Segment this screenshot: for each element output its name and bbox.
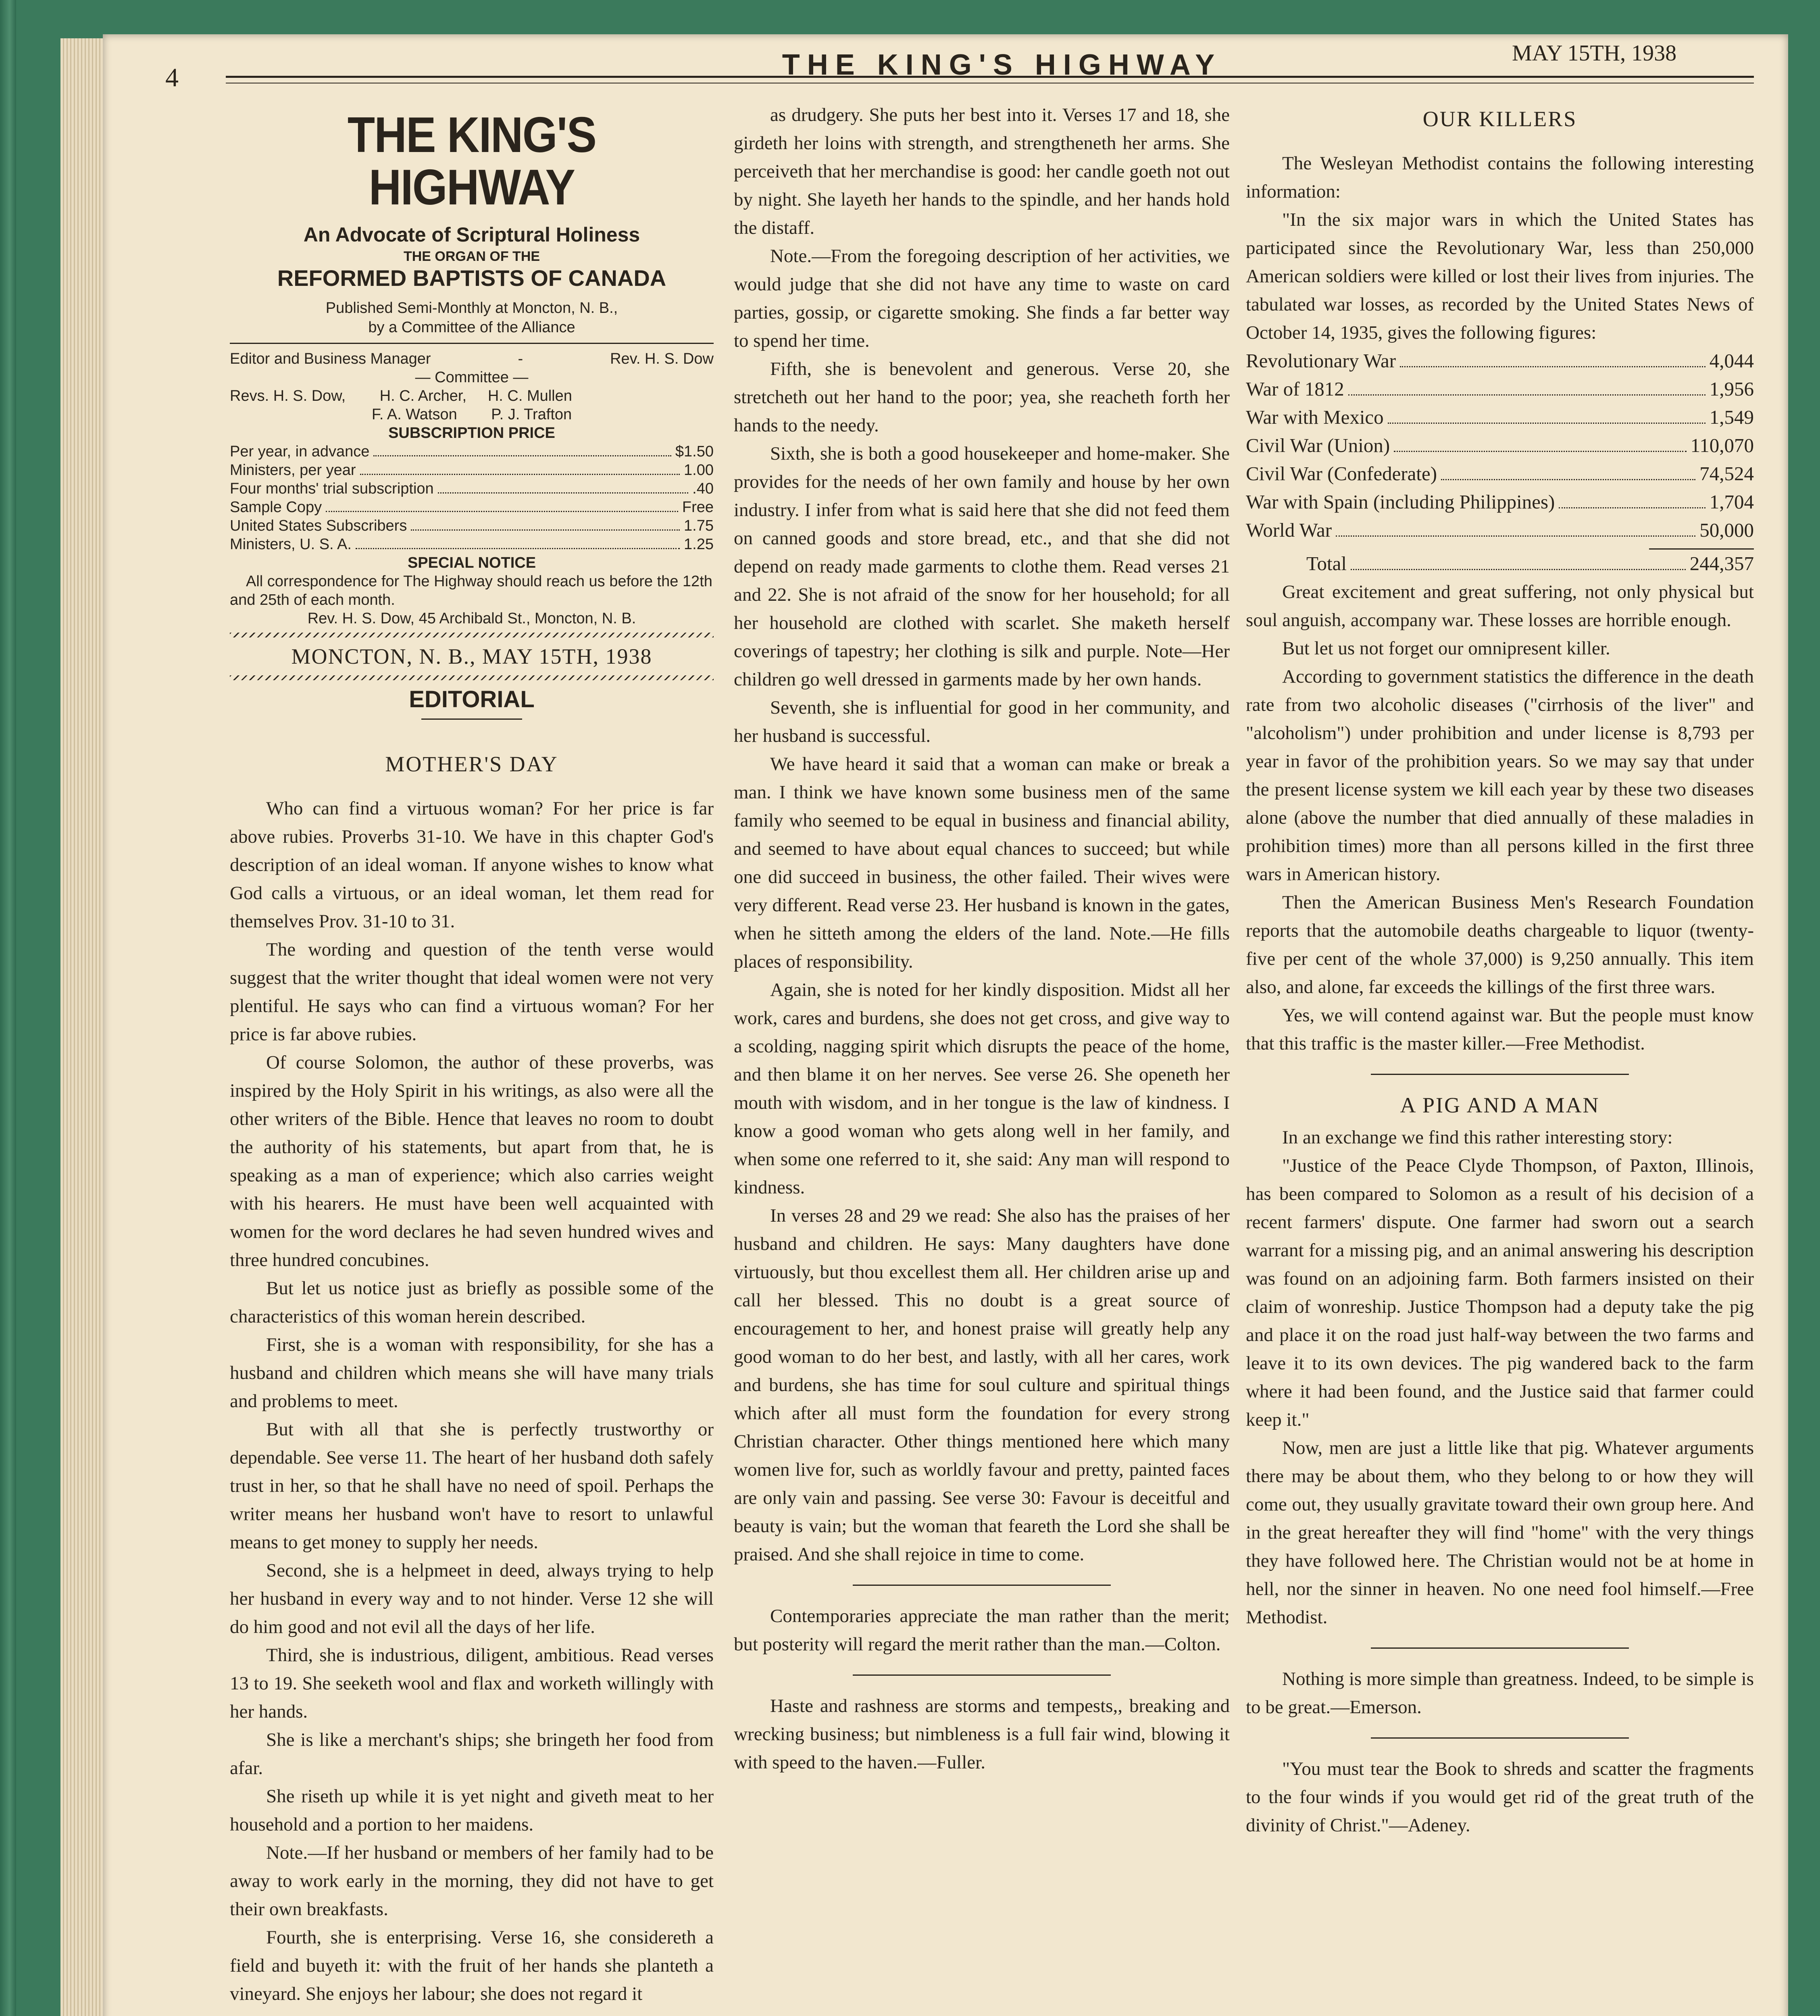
war-row-label: World War [1246, 519, 1332, 541]
killers-body [1246, 578, 1754, 1058]
paragraph: Third, she is industrious, diligent, ambitious. Read verses 13 to 19. She seeketh wool and flax and worketh willingly with her hands. [230, 1645, 714, 1722]
paragraph: The Wesleyan Methodist contains the following interesting information: [1246, 153, 1754, 202]
war-row [1246, 431, 1754, 460]
wavy-rule-top [230, 633, 714, 637]
committee-line-2: F. A. Watson P. J. Trafton [371, 406, 572, 423]
price-row-value: 1.25 [684, 536, 714, 553]
paragraph: But with all that she is perfectly trustworthy or dependable. See verse 11. The heart of her husband doth safely trust in her, so that he shall have no need of spoil. Perhaps the writer means her husband won't have to resort to unlawful means to get money to supply her needs. [230, 1419, 714, 1553]
editor-label: Editor and Business Manager [230, 350, 431, 367]
notice-address: Rev. H. S. Dow, 45 Archibald St., Moncton, N. B. [307, 610, 636, 627]
separator-rule [1371, 1737, 1629, 1739]
price-row [230, 479, 714, 498]
paragraph: Who can find a virtuous woman? For her price is far above rubies. Proverbs 31-10. We have in this chapter God's description of an ideal woman. If anyone wishes to know what God calls a virtuous, or an ideal woman, let them read for themselves Prov. 31-10 to 31. [230, 798, 714, 932]
paragraph: We have heard it said that a woman can make or break a man. I think we have known some business men of the same family who seemed to be equal in business and financial ability, and seemed to have about equal chances to succeed; but while one did succeed in business, the other failed. Their wives were very different. Read verse 23. Her husband is known in the gates, when he sitteth among the elders of the land. Note.—He fills places of responsibility. [734, 754, 1230, 972]
paragraph: Note.—From the foregoing description of her activities, we would judge that she did not have any time to waste on card parties, gossip, or cigarette smoking. She finds a far better way to spend her time. [734, 246, 1230, 351]
price-list [230, 442, 714, 554]
column-3 [1246, 101, 1754, 1839]
leader-dots [326, 511, 678, 512]
leader-dots [356, 548, 680, 549]
war-losses-table [1246, 347, 1754, 544]
masthead-church: REFORMED BAPTISTS OF CANADA [277, 265, 666, 291]
price-row-label: Per year, in advance [230, 443, 370, 460]
leader-dots [360, 474, 680, 475]
quote-paragraph: Nothing is more simple than greatness. Indeed, to be simple is to be great.—Emerson. [1246, 1668, 1754, 1718]
filler-fuller [734, 1692, 1230, 1776]
separator-rule [853, 1585, 1111, 1586]
paragraph: But let us not forget our omnipresent killer. [1282, 638, 1610, 659]
leader-dots [438, 492, 689, 494]
filler-colton [734, 1602, 1230, 1658]
war-row-value: 50,000 [1699, 519, 1754, 541]
wavy-rule-bottom [230, 675, 714, 680]
mothers-day-part-1 [230, 794, 714, 2008]
paragraph: The wording and question of the tenth verse would suggest that the writer thought that ideal women were not very plentiful. He says who can find a virtuous woman? For her price is far above rubies. [230, 939, 714, 1045]
price-row-value: 1.00 [684, 462, 714, 479]
price-row [230, 461, 714, 479]
war-row [1246, 488, 1754, 516]
editor-name: Rev. H. S. Dow [610, 350, 714, 367]
paragraph: Great excitement and great suffering, not only physical but soul anguish, accompany war. These losses are horrible enough. [1246, 581, 1754, 631]
section-rule [421, 719, 522, 720]
leader-dots [1559, 507, 1705, 508]
price-row-value: $1.50 [675, 443, 714, 460]
total-value: 244,357 [1689, 552, 1754, 575]
war-row-label: War with Spain (including Philippines) [1246, 491, 1555, 513]
running-title: THE KING'S HIGHWAY [782, 49, 1222, 81]
mothers-day-part-2 [734, 101, 1230, 1568]
war-row-value: 74,524 [1699, 462, 1754, 485]
article-title-mothers-day: MOTHER'S DAY [385, 752, 558, 776]
leader-dots [1400, 366, 1705, 367]
paragraph: But let us notice just as briefly as possible some of the characteristics of this woman herein described. [230, 1278, 714, 1327]
subscription-heading: SUBSCRIPTION PRICE [388, 425, 555, 442]
article-title-our-killers: OUR KILLERS [1422, 107, 1577, 131]
leader-dots [1388, 423, 1705, 424]
page-number: 4 [165, 63, 179, 92]
separator-rule [1371, 1074, 1629, 1075]
paragraph: Then the American Business Men's Research Foundation reports that the automobile deaths chargeable to liquor (twenty-five per cent of the whole 37,000) is 9,250 annually. This item also, and alone, far exceeds the killings of the first three wars. [1246, 892, 1754, 998]
paragraph: In an exchange we find this rather interesting story: [1282, 1127, 1673, 1148]
quote-paragraph: "You must tear the Book to shreds and scatter the fragments to the four winds if you would get rid of the great truth of the divinity of Christ."—Adeney. [1246, 1758, 1754, 1836]
war-row-value: 4,044 [1709, 350, 1754, 372]
total-row [1246, 550, 1754, 578]
committee-label: — Committee — [415, 369, 529, 386]
filler-emerson [1246, 1665, 1754, 1721]
paragraph: First, she is a woman with responsibility, for she has a husband and children which means she will have many trials and problems to meet. [230, 1334, 714, 1412]
paragraph: Sixth, she is both a good housekeeper and home-maker. She provides for the needs of her own family and house by her own industry. I infer from what is said here that she did not feed them on canned goods and store bread, etc., and that she did not depend on ready made garments to clothe them. Read verses 21 and 22. She is not afraid of the snow for her household; for all her household are clothed with scarlet. She maketh herself coverings of tapestry; her clothing is silk and purple. Note—Her children go well dressed in garments made by her own hands. [734, 443, 1230, 690]
paragraph: Note.—If her husband or members of her family had to be away to work early in the morning, they did not have to get their own breakfasts. [230, 1842, 714, 1920]
price-row-value: Free [682, 499, 714, 516]
masthead [230, 109, 714, 725]
leader-dots [373, 455, 671, 456]
price-row [230, 535, 714, 554]
masthead-title: THE KING'S HIGHWAY [347, 107, 596, 215]
leader-dots [411, 529, 680, 531]
paragraph: Fourth, she is enterprising. Verse 16, she considereth a field and buyeth it: with the fruit of her hands she planteth a vineyard. She enjoys her labour; she does not regard it [230, 1927, 714, 2004]
killers-intro [1246, 149, 1754, 347]
paragraph: Fifth, she is benevolent and generous. Verse 20, she stretcheth out her hand to the poor; yea, she reacheth forth her hands to the needy. [734, 358, 1230, 436]
book-binding [0, 0, 16, 2016]
editor-row [230, 350, 714, 368]
war-row-label: War with Mexico [1246, 406, 1384, 428]
war-row-value: 110,070 [1690, 434, 1754, 456]
paragraph: Of course Solomon, the author of these proverbs, was inspired by the Holy Spirit in his writings, as also were all the other writers of the Bible. Hence that leaves no room to doubt the authority of his statements, but apart from that, he is speaking as a man of experience; which also carries weight with his hearers. He must have been well acquainted with women for the word declares he had seven hundred wives and three hundred concubines. [230, 1052, 714, 1270]
price-row-label: Four months' trial subscription [230, 480, 434, 497]
article-title-pig: A PIG AND A MAN [1400, 1093, 1600, 1117]
war-row [1246, 403, 1754, 431]
paragraph: According to government statistics the difference in the death rate from two alcoholic diseases ("cirrhosis of the liver" and "alcoholism") under prohibition and under license is 8,793 per year in favor of the prohibition years. So we may say that under the present license system we kill each year by these two diseases alone (above the number that died annually of these maladies in prohibition times) more than all persons killed in the first three wars in American history. [1246, 666, 1754, 885]
dateline: MONCTON, N. B., MAY 15TH, 1938 [291, 644, 652, 669]
notice-heading: SPECIAL NOTICE [407, 554, 536, 571]
leader-dots [1394, 451, 1686, 452]
masthead-subtitle: An Advocate of Scriptural Holiness [303, 223, 640, 246]
masthead-organ: THE ORGAN OF THE [403, 249, 540, 264]
published-line-2: by a Committee of the Alliance [368, 319, 575, 336]
paragraph: Now, men are just a little like that pig. Whatever arguments there may be about them, who they belong to or how they will come out, they usually gravitate toward their own group here. And in the great hereafter they will find "home" with the very things they have followed here. The Christian would not be at home in hell, nor the sinner in heaven. No one need fool himself.—Free Methodist. [1246, 1437, 1754, 1628]
masthead-rule [230, 343, 714, 344]
committee-line-1: Revs. H. S. Dow, H. C. Archer, H. C. Mullen [230, 387, 572, 404]
price-row-label: United States Subscribers [230, 517, 407, 534]
paragraph: as drudgery. She puts her best into it. Verses 17 and 18, she girdeth her loins with strength, and strengtheneth her arms. She perceiveth that her merchandise is good: her candle goeth not out by night. She layeth her hands to the spindle, and her hands hold the distaff. [734, 104, 1230, 238]
filler-adeney [1246, 1755, 1754, 1839]
leader-dots [1351, 569, 1686, 570]
published-line-1: Published Semi-Monthly at Moncton, N. B., [325, 300, 618, 317]
price-row-label: Sample Copy [230, 499, 322, 516]
leader-dots [1336, 535, 1695, 537]
war-row-label: Revolutionary War [1246, 350, 1396, 372]
price-row-value: .40 [692, 480, 714, 497]
separator-rule [1371, 1647, 1629, 1649]
price-row-value: 1.75 [684, 517, 714, 534]
war-row-label: War of 1812 [1246, 378, 1344, 400]
paragraph: Yes, we will contend against war. But the people must know that this traffic is the master killer.—Free Methodist. [1246, 1005, 1754, 1054]
notice-text: All correspondence for The Highway should reach us before the 12th and 25th of each month. [230, 573, 712, 608]
paragraph: Again, she is noted for her kindly disposition. Midst all her work, cares and burdens, she does not get cross, and give way to a scolding, nagging spirit which disrupts the peace of the home, and then blame it on her nerves. See verse 26. She openeth her mouth with wisdom, and in her tongue is the law of kindness. I know a good woman who gets along well in her family, and when some one referred to it, she said: Any man will respond to kindness. [734, 979, 1230, 1198]
section-heading: EDITORIAL [409, 686, 535, 712]
editor-dash: - [518, 350, 523, 367]
column-1 [230, 746, 714, 2008]
leader-dots [1348, 394, 1705, 396]
issue-date: MAY 15TH, 1938 [1512, 41, 1677, 66]
war-row [1246, 347, 1754, 375]
paragraph: Second, she is a helpmeet in deed, always trying to help her husband in every way and to not hinder. Verse 12 she will do him good and not evil all the days of her life. [230, 1560, 714, 1637]
war-row [1246, 516, 1754, 544]
paragraph: "Justice of the Peace Clyde Thompson, of Paxton, Illinois, has been compared to Solomon as a result of his decision of a recent farmers' dispute. One farmer had sworn out a search warrant for a missing pig, and an animal answering his description was found on an adjoining farm. Both farmers insisted on their claim of wonreship. Justice Thompson had a deputy take the pig and place it on the road just half-way between the two farms and leave it to its own devices. The pig wandered back to the farm where it had been found, and the Justice said that farmer could keep it." [1246, 1155, 1754, 1430]
paragraph: Seventh, she is influential for good in her community, and her husband is successful. [734, 697, 1230, 746]
staff-block [230, 350, 714, 628]
leader-dots [1441, 479, 1695, 480]
price-row [230, 498, 714, 516]
paragraph: In verses 28 and 29 we read: She also has the praises of her husband and children. He says: Many daughters have done virtuously, but thou excellest them all. Her children arise up and call her blessed. This no doubt is a great source of encouragement to her, and honest praise will greatly help any good woman to do her best, and lastly, with all her cares, work and burdens, she has time for soul culture and spiritual things which after all must form the foundation for every strong Christian character. Other things mentioned here which many women live for, such as worldly favour and pretty, painted faces are only vain and passing. See verse 30: Favour is deceitful and beauty is vain; but the woman that feareth the Lord she shall be praised. And she shall rejoice in time to come. [734, 1205, 1230, 1565]
price-row-label: Ministers, U. S. A. [230, 536, 352, 553]
war-row-label: Civil War (Confederate) [1246, 462, 1437, 485]
war-row-value: 1,704 [1709, 491, 1754, 513]
price-row [230, 442, 714, 461]
quote-paragraph: Contemporaries appreciate the man rather than the merit; but posterity will regard the merit rather than the man.—Colton. [734, 1606, 1230, 1655]
header-rule [226, 76, 1754, 83]
quote-paragraph: Haste and rashness are storms and tempests,, breaking and wrecking business; but nimbleness is a full fair wind, blowing it with speed to the haven.—Fuller. [734, 1695, 1230, 1773]
price-row-label: Ministers, per year [230, 462, 356, 479]
war-row-value: 1,956 [1709, 378, 1754, 400]
paragraph: "In the six major wars in which the United States has participated since the Revolutionary War, less than 250,000 American soldiers were killed or lost their lives from injuries. The tabulated war losses, as recorded by the United States News of October 14, 1935, gives the following figures: [1246, 209, 1754, 343]
war-row-label: Civil War (Union) [1246, 434, 1390, 456]
war-row-value: 1,549 [1709, 406, 1754, 428]
pig-body [1246, 1123, 1754, 1631]
price-row [230, 516, 714, 535]
column-2 [734, 101, 1230, 1776]
separator-rule [853, 1674, 1111, 1676]
war-row [1246, 375, 1754, 403]
total-label: Total [1306, 552, 1347, 575]
paragraph: She riseth up while it is yet night and giveth meat to her household and a portion to her maidens. [230, 1786, 714, 1835]
paragraph: She is like a merchant's ships; she bringeth her food from afar. [230, 1729, 714, 1779]
war-row [1246, 460, 1754, 488]
